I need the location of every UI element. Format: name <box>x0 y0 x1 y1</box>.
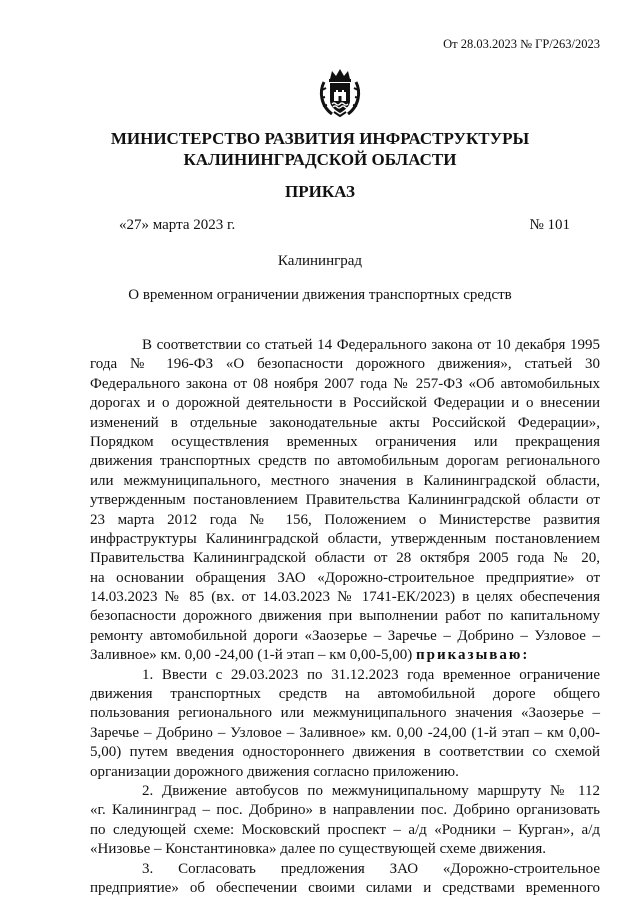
clause-1-line: 5,00) путем введения одностороннего движения в соответствии со схемой <box>90 744 600 761</box>
ministry-name-line-2: КАЛИНИНГРАДСКОЙ ОБЛАСТИ <box>183 150 457 169</box>
body-line-with-order-word <box>90 646 600 665</box>
clause-1-line: 1. Ввести с 29.03.2023 по 31.12.2023 года временное ограничение <box>142 666 600 683</box>
clause-2-line: «г. Калининград – пос. Добрино» в направлении пос. Добрино организовать <box>90 802 600 819</box>
body-line: Федерального закона от 08 ноября 2007 года № 257-ФЗ «Об автомобильных <box>90 375 600 392</box>
document-date: «27» марта 2023 г. <box>119 217 236 233</box>
document-type: ПРИКАЗ <box>285 182 355 201</box>
body-line: Заливное» км. 0,00 -24,00 (1-й этап – км 0,00-5,00) <box>90 647 413 664</box>
clause-2-line: 2. Движение автобусов по межмуниципальному маршруту № 112 <box>142 782 600 799</box>
body-line: Порядком осуществления временных ограничения или прекращения <box>90 433 600 450</box>
body-line: В соответствии со статьей 14 Федерального закона от 10 декабря 1995 <box>142 337 600 353</box>
kaliningrad-coat-of-arms-icon <box>318 68 362 118</box>
document-body <box>90 336 600 898</box>
body-line: Правительства Калининградской области от 28 октября 2005 года № 20, <box>90 550 600 567</box>
clause-1-line: организации дорожного движения согласно приложению. <box>90 763 459 780</box>
clause-2-line: «Низовье – Константиновка» далее по существующей схеме движения. <box>90 841 546 858</box>
body-line: дорогах и о дорожной деятельности в Российской Федерации и о внесении <box>90 395 600 412</box>
ministry-name <box>0 128 640 170</box>
clause-2-line: по следующей схеме: Московский проспект – а/д «Родники – Курган», а/д <box>90 821 600 838</box>
body-line: безопасности дорожного движения при выполнении работ по капитальному <box>90 608 600 625</box>
document-city: Калининград <box>277 253 363 269</box>
body-line: инфраструктуры Калининградской области, утвержденным постановлением <box>90 530 600 547</box>
body-line: утвержденным постановлением Правительства Калининградской области от <box>90 492 600 509</box>
body-line: или межмуниципального, местного значения в Калининградской области, <box>90 472 600 489</box>
registration-number: От 28.03.2023 № ГР/263/2023 <box>443 37 600 51</box>
ministry-name-line-1: МИНИСТЕРСТВО РАЗВИТИЯ ИНФРАСТРУКТУРЫ <box>110 129 530 148</box>
document-subject: О временном ограничении движения транспортных средств <box>128 287 512 303</box>
body-line: ремонту автомобильной дороги «Заозерье – Заречье – Добрино – Узловое – <box>90 627 600 644</box>
body-line: года № 196-ФЗ «О безопасности дорожного движения», статьей 30 <box>90 356 600 373</box>
clause-1-line: пользования регионального или межмуниципального значения «Заозерье – <box>90 705 600 722</box>
body-line: на основании обращения ЗАО «Дорожно-строительное предприятие» от <box>90 569 600 586</box>
body-line: 23 марта 2012 года № 156, Положением о Министерстве развития <box>90 511 600 528</box>
body-line: движения транспортных средств по автомобильным дорогам регионального <box>90 453 600 470</box>
clause-1-line: движения транспортных средств на автомобильной дороге общего <box>90 686 600 703</box>
clause-3-line: предприятие» об обеспечении своими силами и средствами временного <box>90 879 600 896</box>
body-line: 14.03.2023 № 85 (вх. от 14.03.2023 № 1741-ЕК/2023) в целях обеспечения <box>90 589 600 606</box>
document-number: № 101 <box>529 217 570 233</box>
body-line: изменений в отдельные законодательные акты Российской Федерации», <box>90 414 600 431</box>
clause-1-line: Заречье – Добрино – Узловое – Заливное» км. 0,00 -24,00 (1-й этап – км 0,00- <box>90 724 600 741</box>
order-word: приказываю: <box>416 647 530 664</box>
clause-3-line: 3. Согласовать предложения ЗАО «Дорожно-строительное <box>142 860 600 877</box>
